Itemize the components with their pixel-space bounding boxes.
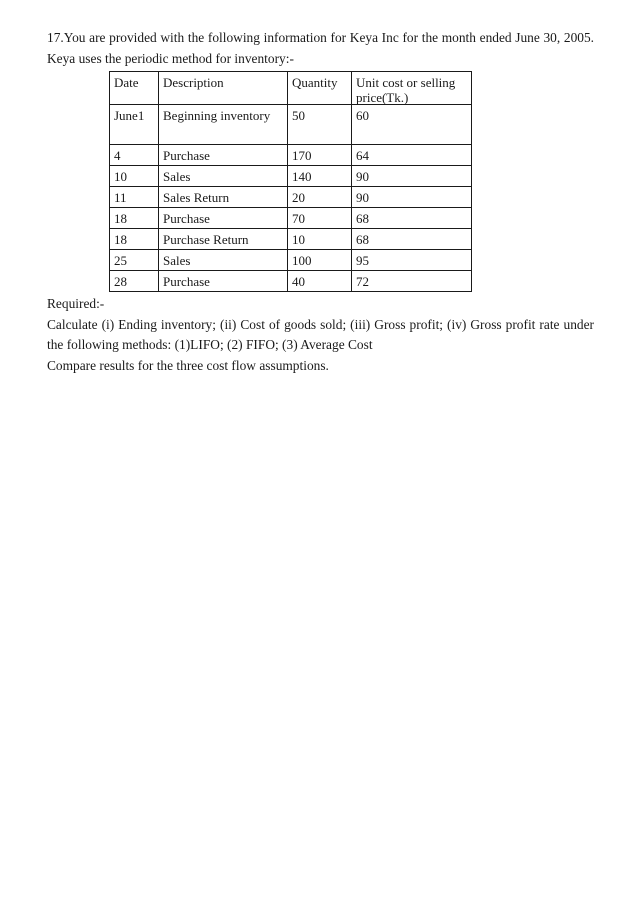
cell-cost: 60: [352, 105, 472, 145]
cell-date: 11: [110, 187, 159, 208]
cell-cost: 90: [352, 187, 472, 208]
document-page: [47, 28, 594, 376]
cell-description: Purchase Return: [159, 229, 288, 250]
inventory-table: [109, 71, 472, 292]
table-row: [110, 187, 472, 208]
header-unit-cost-line2: price(Tk.): [356, 90, 409, 105]
table-row: [110, 250, 472, 271]
cell-quantity: 40: [288, 271, 352, 292]
cell-cost: 72: [352, 271, 472, 292]
cell-description: Sales: [159, 250, 288, 271]
cell-date: 10: [110, 166, 159, 187]
table-row: [110, 145, 472, 166]
cell-quantity: 100: [288, 250, 352, 271]
table-row: [110, 208, 472, 229]
table-header-row: [110, 72, 472, 105]
cell-description: Sales Return: [159, 187, 288, 208]
cell-quantity: 50: [288, 105, 352, 145]
cell-cost: 64: [352, 145, 472, 166]
cell-cost: 68: [352, 229, 472, 250]
cell-date: 25: [110, 250, 159, 271]
required-heading: Required:-: [47, 296, 105, 311]
cell-date: 18: [110, 229, 159, 250]
header-unit-cost: [352, 72, 472, 105]
problem-intro: 17.You are provided with the following information for Keya Inc for the month ended June 30, 2005. Keya uses the periodic method for inventory:-: [47, 30, 594, 66]
cell-quantity: 70: [288, 208, 352, 229]
table-row: [110, 271, 472, 292]
cell-quantity: 170: [288, 145, 352, 166]
table-row: [110, 166, 472, 187]
cell-cost: 95: [352, 250, 472, 271]
compare-instruction: Compare results for the three cost flow assumptions.: [47, 357, 329, 373]
header-quantity: Quantity: [288, 72, 352, 105]
cell-date: 28: [110, 271, 159, 292]
cell-quantity: 20: [288, 187, 352, 208]
cell-cost: 68: [352, 208, 472, 229]
cell-date: 4: [110, 145, 159, 166]
cell-quantity: 140: [288, 166, 352, 187]
cell-description: Sales: [159, 166, 288, 187]
cell-description: Purchase: [159, 271, 288, 292]
cell-description: Purchase: [159, 145, 288, 166]
cell-date: 18: [110, 208, 159, 229]
cell-cost: 90: [352, 166, 472, 187]
cell-quantity: 10: [288, 229, 352, 250]
cell-description: Purchase: [159, 208, 288, 229]
required-instruction: Calculate (i) Ending inventory; (ii) Cost of goods sold; (iii) Gross profit; (iv) Gross profit rate under the following methods: (1)LIFO; (2) FIFO; (3) Average Cost: [47, 316, 594, 352]
cell-description: Beginning inventory: [159, 105, 288, 145]
table-row: [110, 229, 472, 250]
table-row: [110, 105, 472, 145]
header-description: Description: [159, 72, 288, 105]
header-date: Date: [110, 72, 159, 105]
cell-date: June1: [110, 105, 159, 145]
header-unit-cost-line1: Unit cost or selling: [356, 75, 456, 90]
